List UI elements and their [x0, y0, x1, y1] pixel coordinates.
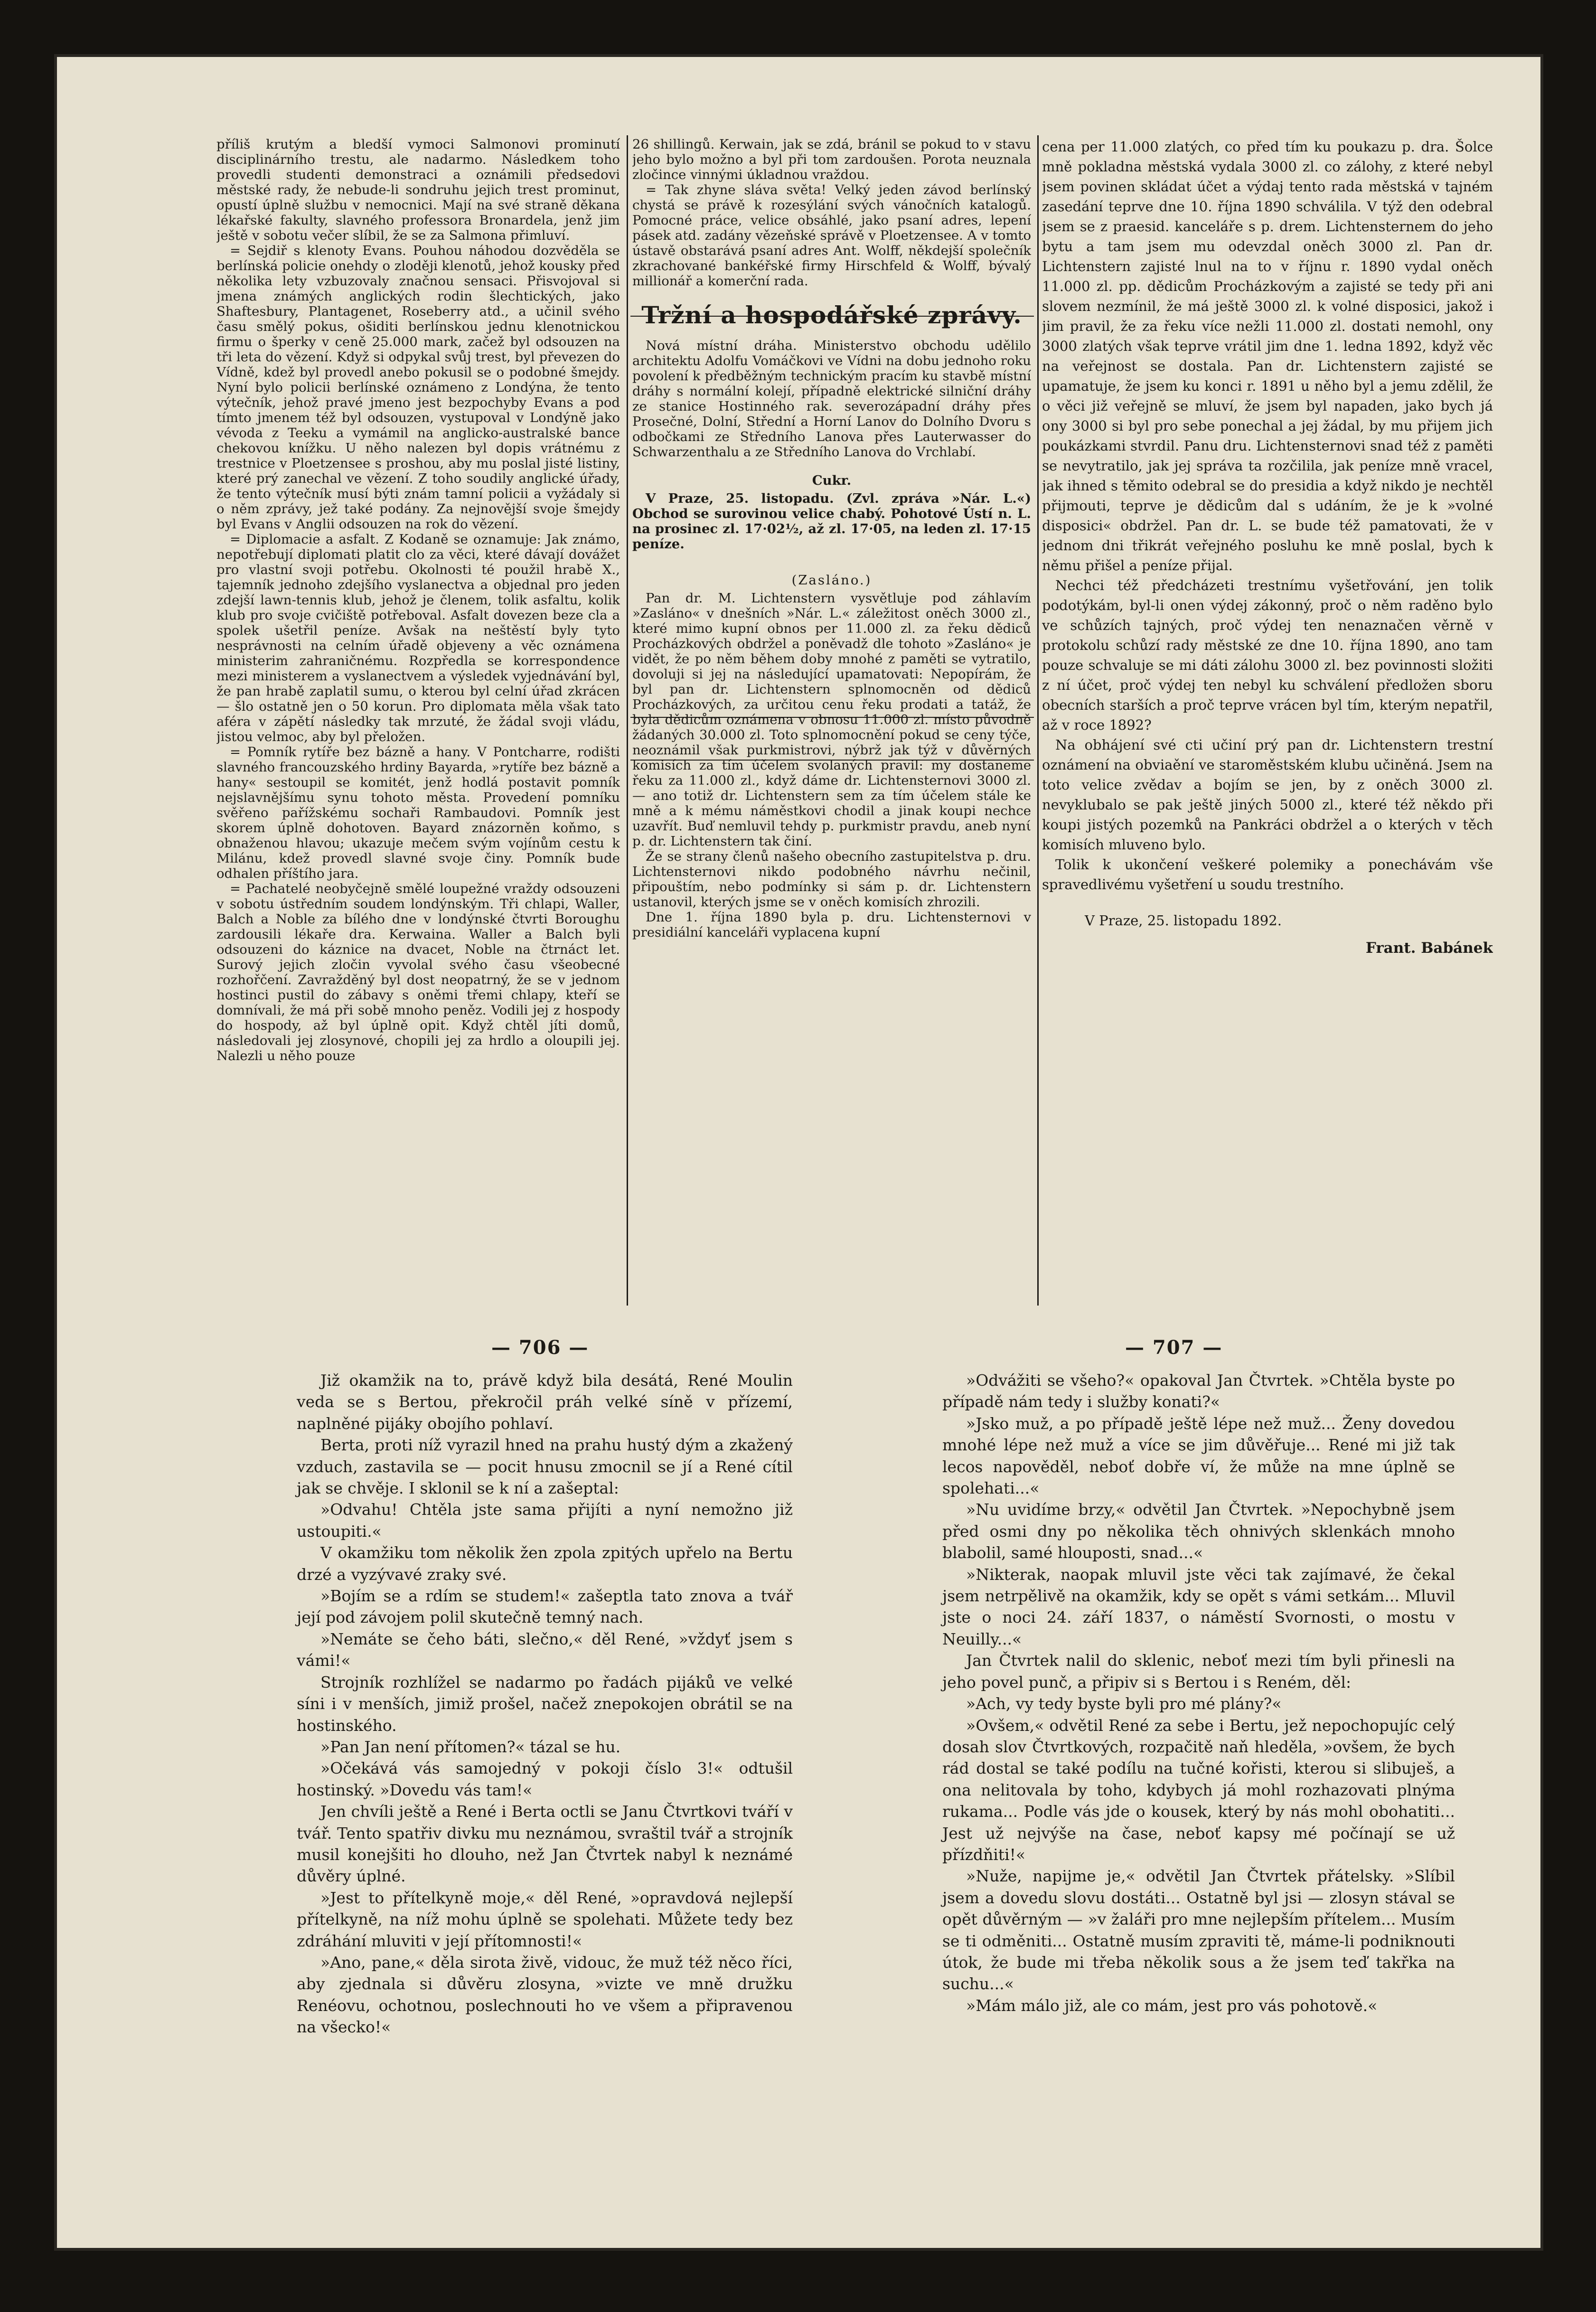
article-evans: = Sejdiř s klenoty Evans. Pouhou náhodou dozvěděla se berlínská policie onehdy o zloději klenotů, jehož kousky před několika lety vzbuzovaly značnou sensaci. Přisvojoval si jmena známých anglických rodin šlechtických, jako Shaftesbury, Plantagenet, Roseberry atd., a učinil svého času smělý pokus, ošiditi berlínskou jednu klenotnickou firmu o šperky v ceně 25.000 mark, začež byl odsouzen na tři leta do vězení. Když si odpykal svůj trest, byl převezen do Vídně, kdež byl provedl anebo pokusil se o podobné šmejdy. Nyní bylo policii berlínské oznámeno z Londýna, že tento výtečník, jehož pravé jmeno jest bezpochyby Evans a pod tímto jmenem též byl odsouzen, vystupoval v Londýně jako vévoda z Teeku a vymámil na anglicko-australské bance chekovou knížku. U něho nalezen byl dopis vrátnému z trestnice v Ploetzensee s proshou, aby mu poslal jisté listiny, které prý zanechal ve vězení. Z toho soudily anglické úřady, že tento výtečník musí býti znám tamní policii a vyžádaly si o něm zprávy, jež také podány. Za nejnovější svoje šmejdy byl Evans v Anglii odsouzen na rok do vězení. — [216, 243, 620, 532]
novel-left-p10: Jen chvíli ještě a René i Berta octli se Janu Čtvrtkovi tváří v tvář. Tento spatřiv divku mu neznámou, svraštil tvář a strojník musil konejšiti ho dlouho, než Jan Čtvrtek nabyl k neznámé důvěry úplné. — [297, 1802, 793, 1886]
zaslano-paragraph-2: Že se strany členů našeho obecního zastupitelstva p. dru. Lichtensternovi nikdo podobného návrhu nečinil, připouštím, nebo podmínky si sám p. dr. Lichtenstern ustanovil, kterých jsme se v oněch komisích zhrozili. — [632, 849, 1031, 910]
novel-right-p8: »Nuže, napijme je,« odvětil Jan Čtvrtek přátelsky. »Slíbil jsem a dovedu slovu dostáti... Ostatně byl jsi — zlosyn stával se opět důvěrným — »v žaláři pro mne nejlepším přítelem... Musím se ti odměniti... Ostatně musím zpraviti tě, máme-li podniknouti útok, že bude mi třeba několik sous a že jsem teď takřka na suchu...« — [942, 1867, 1455, 1993]
article-diplomacie: = Diplomacie a asfalt. Z Kodaně se oznamuje: Jak známo, nepotřebují diplomati platit clo za věci, které dávají dovážet pro vlastní svoji potřebu. Okolnosti té použil hrabě X., tajemník jednoho zdejšího vyslanectva a objednal pro jeden zdejší lawn-tennis klub, jehož je členem, tolik asfaltu, kolik klub pro svoje cvičiště potřeboval. Asfalt dovezen beze cla a spolek ušetřil peníze. Avšak na neštěstí byly tyto nesprávnosti na celním úřadě objeveny a věc oznámena ministerim zahraničnému. Rozpředla se korrespondence mezi ministerem a vyslanectvem a výsledek vyjednávání byl, že pan hrabě zaplatil sumu, o kterou byl celní úřad zkrácen — šlo ostatně jen o 50 korun. Pro diplomata měla však tato aféra v zápětí následky tak mrzuté, že žádal svoji vládu, jistou velmoc, aby byl přeložen. — [216, 532, 620, 744]
zaslano-paragraph-1: Pan dr. M. Lichtenstern vysvětluje pod záhlavím »Zasláno« v dnešních »Nár. L.« záležitost oněch 3000 zl., které mimo kupní obnos per 11.000 zl. za řeku dědiců Procházkových obdržel a poněvadž dle tohoto »Zasláno« je vidět, že po něm během doby mnohé z paměti se vytratilo, dovoluji si jej na následující upamatovati: Nepopírám, že byl pan dr. Lichtenstern splnomocněn od dědiců Procházkových, za určitou cenu řeku prodati a tatáž, že byla dědicům oznámena v obnosu 11.000 zl. místo původně žádaných 30.000 zl. Toto splnomocnění pokud se ceny týče, neoznámil však purkmistrovi, nýbrž jak týž v důvěrných komisích za tím účelem svolaných pravil: my dostaneme řeku za 11.000 zl., když dáme dr. Lichtensternovi 3000 zl. — ano totiž dr. Lichtenstern sem za tím účelem stále ke mně a k mému náměstkovi chodil a jinak koupi nechce uzavřít. Buď nemluvil tehdy p. purkmistr pravdu, aneb nynί p. dr. Lichtenstern tak činí. — [632, 591, 1031, 849]
column-1 — [216, 137, 620, 1305]
newspaper-page — [57, 57, 1540, 2248]
novel-page-right — [942, 1370, 1455, 2016]
page-number-right: — 707 — — [1125, 1336, 1223, 1359]
novel-left-p2: Berta, proti níž vyrazil hned na prahu hustý dým a zkažený vzduch, zastavila se — pocit hnusu zmocnil se jí a René cítil jak se chvěje. I sklonil se k ní a zašeptal: — [297, 1436, 793, 1498]
zaslano-continuation-1: cena per 11.000 zlatých, co před tím ku poukazu p. dra. Šolce mně pokladna městská vydala 3000 zl. co zálohy, z které nebyl jsem povinen skládat účet a výdaj tento rada městská v tajném zasedání teprve dne 10. října 1890 schválila. V týž den odebral jsem se z praesid. kanceláře s p. drem. Lichtensternem do jeho bytu a tam jsem mu odevzdal oněch 3000 zl. Pan dr. Lichtenstern zajisté lnul na to v říjnu r. 1890 vydal oněch 11.000 zl. pp. dědicům Procházkovým a zajisté se tedy při ani slovem nezmínil, že má ještě 3000 zl. k volné disposici, jakož i jim pravil, že za řeku více nežli 11.000 zl. dostati nemohl, ony 3000 zlatých však teprve vrátil jim dne 1. ledna 1892, když věc na veřejnost se dostala. Pan dr. Lichtenstern zajisté se upamatuje, že jsem ku konci r. 1891 u něho byl a jemu zdělil, že o věci již veřejně se mluví, že jsem byl napaden, jako bych já ony 3000 si byl pro sebe ponechal a jej žádal, by mu přijem jich poukázkami stvrdil. Panu dru. Lichtensternovi snad též z paměti se nevytratilo, jak jej správa ta rozčilila, jak peníze mně vracel, jak ihned s těmito odebral se do presidia a když nikdo je nechtěl přijmouti, teprve je dědicům dal s udáním, že je k »volné disposici« obdržel. Pan dr. L. se bude též pamatovati, že v jednom dni třikrát veřejného posluhu ke mně poslal, bych k němu přišel a peníze přijal. — [1042, 139, 1493, 573]
letter-date: V Praze, 25. listopadu 1892. — [1085, 912, 1282, 929]
novel-left-p9: »Očekává vás samojedný v pokoji číslo 3!« odtušil hostinský. »Dovedu vás tam!« — [297, 1759, 793, 1799]
article-kerwain-end: 26 shillingů. Kerwain, jak se zdá, bránil se pokud to v stavu jeho bylo možno a byl při tom zardoušen. Porota neuznala zločince vinnými úkladnou vraždou. — [632, 137, 1031, 182]
novel-left-p7: Strojník rozhlížel se nadarmo po řadách pijáků ve velké síni i v menších, jimiž prošel, načež znepokojen obrátil se na hostinského. — [297, 1673, 793, 1735]
novel-right-p1: »Odvážiti se všeho?« opakoval Jan Čtvrtek. »Chtěla byste po případě nám tedy i služby konati?« — [942, 1371, 1455, 1411]
novel-left-p3: »Odvahu! Chtěla jste sama přijíti a nyní nemožno již ustoupiti.« — [297, 1500, 793, 1541]
letter-signature: Frant. Babánek — [1365, 940, 1493, 957]
novel-right-p9: »Mám málo již, ale co mám, jest pro vás pohotově.« — [966, 1996, 1378, 2015]
novel-right-p6: »Ach, vy tedy byste byli pro mé plány?« — [966, 1694, 1282, 1713]
article-pomnik: = Pomník rytíře bez bázně a hany. V Pontcharre, rodišti slavného francouzského hrdiny Bayarda, »rytíře bez bázně a hany« sestoupil se komitét, jenž hodlá postavit pomník nejslavnějšímu synu tohoto města. Provedení pomníku svěřeno pařížskému sochaři Rambaudovi. Pomník jest skorem úplně dohotoven. Bayard znázorněn koňmo, s obnaženou hlavou; ukazuje mečem svým vojínům cestu k Milánu, kdež provedl slavné svoje činy. Pomník bude odhalen příštího jara. — [216, 744, 620, 881]
zaslano-paragraph-3: Dne 1. října 1890 byla p. dru. Lichtensternovi v presidiální kanceláři vyplacena kupní — [632, 910, 1031, 940]
novel-left-p1: Již okamžik na to, právě když bila desátá, René Moulin veda se s Bertou, překročil práh velké síně v přízemí, naplněné pijáky obojího pohlaví. — [297, 1371, 793, 1433]
page-number-left: — 706 — — [491, 1336, 589, 1359]
novel-left-p6: »Nemáte se čeho báti, slečno,« děl René, »vždyť jsem s vámi!« — [297, 1629, 793, 1670]
column-2 — [632, 137, 1031, 1305]
novel-left-p8: »Pan Jan není přítomen?« tázal se hu. — [320, 1737, 621, 1756]
article-continuation: příliš krutým a bledší vymoci Salmonovi prominutí disciplinárního trestu, ale nadarmo. Následkem toho provedli studenti demonstraci a oznámili předsedovi městské rady, že nebude-li sondruhu jejich trest prominut, opustí úplně službu v nemocnici. Mají na své straně děkana lékařské fakulty, slavného professora Bronardela, jenž jim ještě v sobotu večer slíbil, že se za Salmona přimluví. — [216, 137, 620, 243]
novel-right-p4: »Nikterak, naopak mluvil jste věci tak zajímavé, že čekal jsem netrpělivě na okamžik, kdy se opět s vámi setkám... Mluvil jste o noci 24. září 1837, o náměstí Svornosti, o mostu v Neuilly...« — [942, 1565, 1455, 1648]
novel-left-p11: »Jest to přítelkyně moje,« děl René, »opravdová nejlepší přítelkyně, na níž mohu úplně se spolehati. Můžete tedy bez zdráhání mluviti v její přítomnosti!« — [297, 1888, 793, 1950]
novel-right-p5: Jan Čtvrtek nalil do sklenic, neboť mezi tím byli přinesli na jeho povel punč, a připiv si s Bertou i s Reném, děl: — [942, 1651, 1455, 1692]
novel-right-p3: »Nu uvidíme brzy,« odvětil Jan Čtvrtek. »Nepochybně jsem před osmi dny po několika těch ohnivých sklenkách mnoho blabolil, samé hlouposti, snad...« — [942, 1500, 1455, 1562]
article-mistni-draha: Nová místní dráha. Ministerstvo obchodu udělilo architektu Adolfu Vomáčkovi ve Vídni na dobu jednoho roku povolení k předběžným technickým pracím ku stavbě místní dráhy s normální kolejí, případně elektrické silniční dráhy ze stanice Hostinného rak. severozápadní dráhy přes Prosečné, Dolní, Střední a Horní Lanov do Dolního Dvoru s odbočkami ze Středního Lanova přes Lauterwasser do Schwarzenthalu a ze Středního Lanova do Vrchlabí. — [632, 338, 1031, 460]
section-title-trzni: Tržní a hospodářské zprávy. — [641, 301, 1022, 329]
cukr-report: V Praze, 25. listopadu. (Zvl. zpráva »Nár. L.«) Obchod se surovinou velice chabý. Pohotové Ústí n. L. na prosinec zl. 17·02½, až zl. 17·05, na leden zl. 17·15 peníze. — [632, 491, 1031, 552]
column-rule-1 — [627, 135, 628, 1306]
article-pachatele: = Pachatelé neobyčejně smělé loupežné vraždy odsouzeni v sobotu ústředním soudem londýnským. Tři chlapi, Waller, Balch a Noble za bílého dne v londýnské čtvrti Boroughu zardousili lékaře dra. Kerwaina. Waller a Balch byli odsouzeni do káznice na dvacet, Noble na čtrnáct let. Surový jejich zločin vyvolal svého času všeobecné rozhořčení. Zavražděný byl dost neopatrný, že se v jednom hostinci pustil do zábavy s oněmi třemi chlapy, kteří se domnívali, že má při sobě mnoho peněz. Vodili jej z hospody do hospody, až byl úplně opit. Když chtěl jíti domů, následovali jej zlosynové, chopili jej za hrdlo a oloupili jej. Nalezli u něho pouze — [216, 881, 620, 1063]
article-slava-sveta: = Tak zhyne sláva světa! Velký jeden závod berlínský chystá se právě k rozesýlání svých vánočních katalogů. Pomocné práce, velice obsáhlé, jako psaní adres, lepení pásek atd. zadány vězeňské správě v Ploetzensee. A v tomto ústavě obstarává psaní adres Ant. Wolff, někdejší společník zkrachované bankéřské firmy Hirschfeld & Wolff, bývalý millionář a komerční rada. — [632, 182, 1031, 289]
zaslano-heading: (Zasláno.) — [791, 573, 872, 588]
column-rule-2 — [1037, 135, 1039, 1306]
cukr-heading: Cukr. — [812, 473, 852, 488]
novel-right-p2: »Jsko muž, a po případě ještě lépe než muž... Ženy dovedou mnohé lépe než muž a více se jim důvěřuje... René mi již tak lecos napověděl, neboť dobře ví, že může na mne úplně se spolehati...« — [942, 1414, 1455, 1498]
zaslano-continuation-2: Nechci též předcházeti trestnímu vyšetřování, jen tolik podotýkám, byl-li onen výdej zákonný, proč o něm raděno bylo ve schůzích tajných, proč výdej ten nenaznačen věrně v protokolu schůzí rady městské ze dne 10. října 1890, ano tam pouze schvaluje se mi dáti zálohu 3000 zl. bez povinnosti složiti z ní účet, proč výdej ten nebyl ku schválení předložen sboru obecních starších a proč teprve vrácen byl tím, kterým nepatřil, až v roce 1892? — [1042, 577, 1493, 733]
zaslano-continuation-4: Tolik k ukončení veškeré polemiky a ponechávám vše spravedlivému vyšetření u soudu trestního. — [1042, 856, 1493, 893]
novel-page-left — [297, 1370, 793, 2038]
novel-left-p12: »Ano, pane,« děla sirota živě, vidouc, že muž též něco říci, aby zjednala si důvěru zlosyna, »vizte ve mně družku Renéovu, ochotnou, poslechnouti ho ve všem a připravenou na všecko!« — [297, 1953, 793, 2037]
novel-left-p5: »Bojím se a rdím se studem!« zašeptla tato znova a tvář její pod závojem polil skutečně temný nach. — [297, 1587, 793, 1627]
novel-left-p4: V okamžiku tom několik žen zpola zpitých upřelo na Bertu drzé a vyzývavé zraky své. — [297, 1543, 793, 1584]
zaslano-continuation-3: Na obhájení své cti učiní prý pan dr. Lichtenstern trestní oznámení na obviaění ve staroměstském klubu učiněná. Jsem na toto velice zvědav a bojím se jen, by z oněch 3000 zl. nevyklubalo se pak ještě jiných 5000 zl., které též někdo při koupi jistých pozemků na Pankráci obdržel a o kterých v těch komisích mluveno bylo. — [1042, 737, 1493, 853]
column-3 — [1042, 137, 1493, 1305]
novel-right-p7: »Ovšem,« odvětil René za sebe i Bertu, jež nepochopujíc celý dosah slov Čtvrtkových, rozpačitě naň hleděla, »ovšem, že bych rád dostal se také podílu na tučné kořisti, kterou si slibuješ, a ona nelitovala by toho, kdybych já mohl rozhazovati plnýma rukama... Podle vás jde o kousek, který by nás mohl obohatiti... Jest už nejvýše na čase, neboť kapsy mé počínají se už přízdňiti!« — [942, 1716, 1455, 1864]
